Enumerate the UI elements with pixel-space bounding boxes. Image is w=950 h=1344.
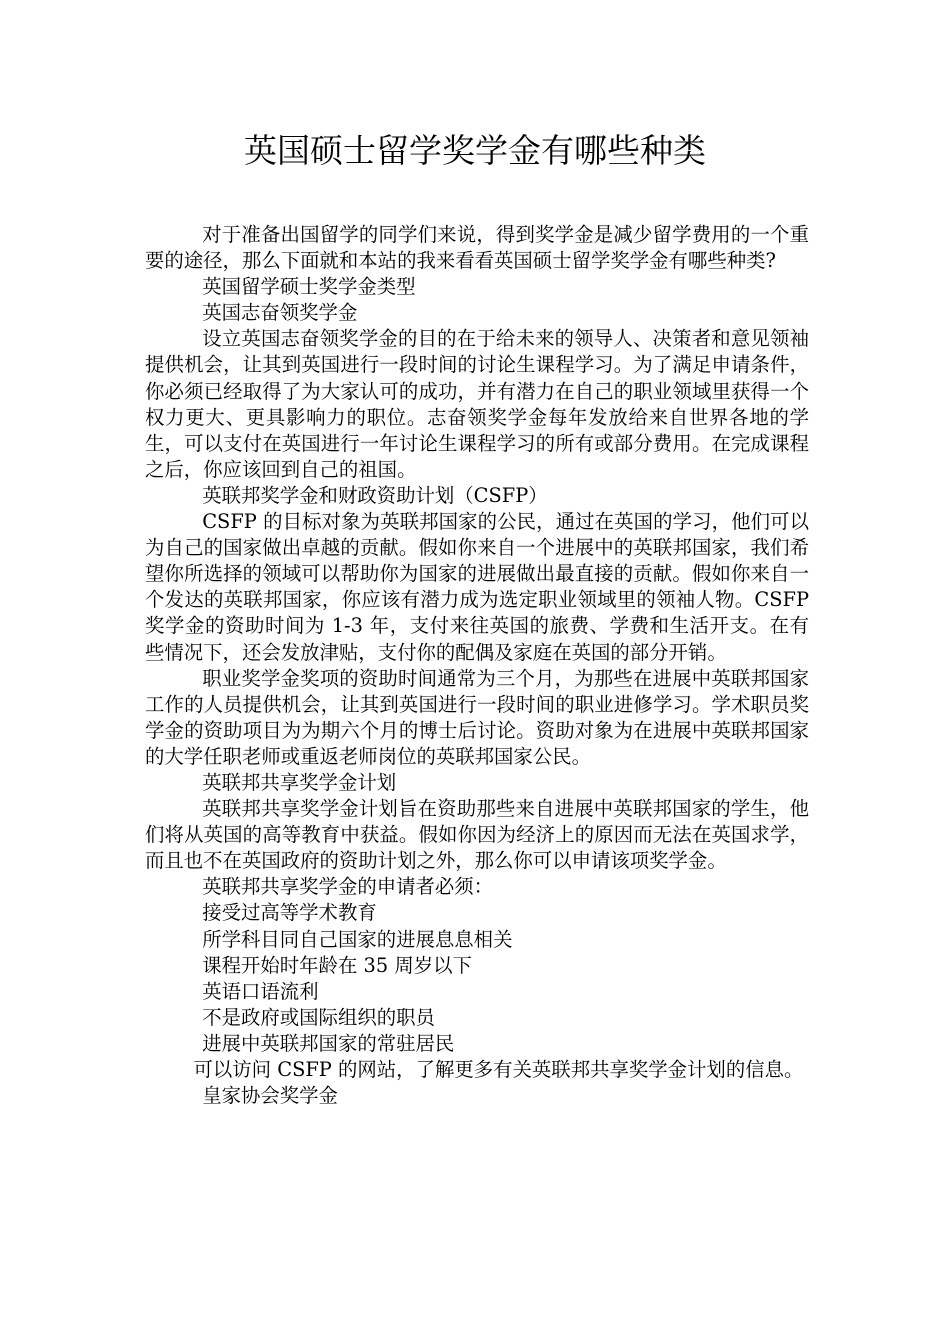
list-item: 不是政府或国际组织的职员 (202, 1005, 435, 1029)
list-item: 接受过高等学术教育 (202, 901, 377, 925)
section-heading: 英联邦奖学金和财政资助计划（CSFP） (202, 483, 548, 507)
section-heading: 英国志奋领奖学金 (202, 301, 358, 325)
list-item: 所学科目同自己国家的进展息息相关 (202, 927, 513, 951)
page-title: 英国硕士留学奖学金有哪些种类 (244, 131, 706, 170)
section-heading: 皇家协会奖学金 (202, 1084, 338, 1108)
list-intro: 英联邦共享奖学金的申请者必须： (202, 875, 494, 899)
body-paragraph: 英联邦共享奖学金计划旨在资助那些来自进展中英联邦国家的学生，他们将从英国的高等教育中获益。假如你因为经济上的原因而无法在英国求学，而且也不在英国政府的资助计划之外，那么你可以申请该项奖学金。 (145, 797, 809, 873)
body-paragraph: CSFP 的目标对象为英联邦国家的公民，通过在英国的学习，他们可以为自己的国家做出卓越的贡献。假如你来自一个进展中的英联邦国家，我们希望你所选择的领域可以帮助你为国家的进展做出最直接的贡献。假如你来自一个发达的英联邦国家，你应该有潜力成为选定职业领域里的领袖人物。CSFP 奖学金的资助时间为 1-3 年，支付来往英国的旅费、学费和生活开支。在有些情况下，还会发放津贴，支付你的配偶及家庭在英国的部分开销。 (145, 510, 809, 664)
section-heading: 英联邦共享奖学金计划 (202, 770, 397, 794)
body-paragraph: 设立英国志奋领奖学金的目的在于给未来的领导人、决策者和意见领袖提供机会，让其到英国进行一段时间的讨论生课程学习。为了满足申请条件，你必须已经取得了为大家认可的成功，并有潜力在自己的职业领域里获得一个权力更大、更具影响力的职位。志奋领奖学金每年发放给来自世界各地的学生，可以支付在英国进行一年讨论生课程学习的所有或部分费用。在完成课程之后，你应该回到自己的祖国。 (145, 327, 809, 481)
body-paragraph: 职业奖学金奖项的资助时间通常为三个月，为那些在进展中英联邦国家工作的人员提供机会，让其到英国进行一段时间的职业进修学习。学术职员奖学金的资助项目为为期六个月的博士后讨论。资助对象为在进展中英联邦国家的大学任职老师或重返老师岗位的英联邦国家公民。 (145, 666, 809, 768)
intro-paragraph: 对于准备出国留学的同学们来说，得到奖学金是减少留学费用的一个重要的途径，那么下面就和本站的我来看看英国硕士留学奖学金有哪些种类? (145, 223, 809, 273)
list-item: 进展中英联邦国家的常驻居民 (202, 1031, 455, 1055)
list-item: 课程开始时年龄在 35 周岁以下 (202, 953, 472, 977)
list-item: 英语口语流利 (202, 979, 319, 1003)
body-paragraph: 可以访问 CSFP 的网站，了解更多有关英联邦共享奖学金计划的信息。 (193, 1058, 804, 1081)
document-body (145, 222, 809, 1109)
section-heading: 英国留学硕士奖学金类型 (202, 275, 416, 299)
